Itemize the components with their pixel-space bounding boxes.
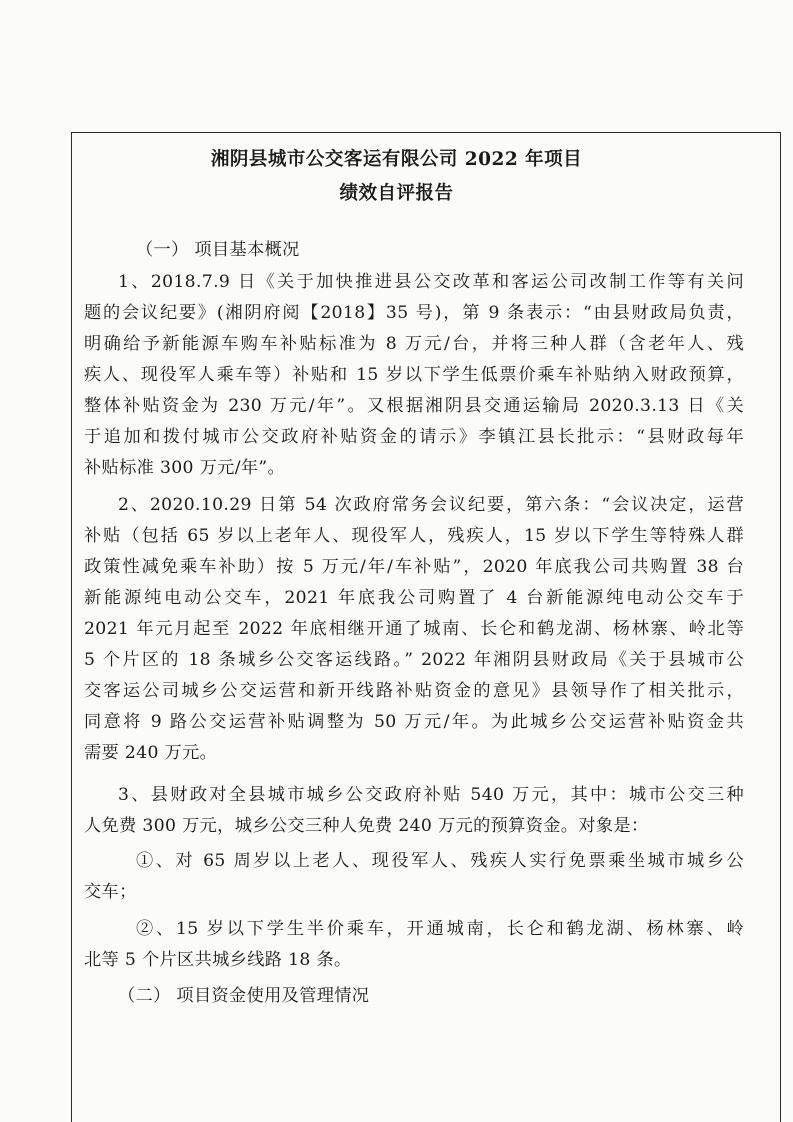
paragraph-line: 2、2020.10.29 日第 54 次政府常务会议纪要，第六条：“会议决定，运营 xyxy=(118,495,744,514)
paragraph-line: 明确给予新能源车购车补贴标准为 8 万元/台，并将三种人群（含老年人、残 xyxy=(84,334,744,353)
paragraph-line: 1、2018.7.9 日《关于加快推进县公交改革和客运公司改制工作等有关问 xyxy=(118,272,744,291)
section-heading-1: （一） 项目基本概况 xyxy=(136,240,300,260)
paragraph-line: 需要 240 万元。 xyxy=(84,743,218,763)
paragraph-line: 补贴（包括 65 岁以上老年人、现役军人，残疾人，15 岁以下学生等特殊人群 xyxy=(84,526,744,545)
paragraph-line: 5 个片区的 18 条城乡公交客运线路。” 2022 年湘阴县财政局《关于县城市公 xyxy=(84,650,744,669)
paragraph-line: 同意将 9 路公交运营补贴调整为 50 万元/年。为此城乡公交运营补贴资金共 xyxy=(84,712,744,731)
paragraph-line: 题的会议纪要》(湘阴府阅【2018】35 号)，第 9 条表示：“由县财政局负责， xyxy=(84,303,744,322)
paragraph-line: 新能源纯电动公交车，2021 年底我公司购置了 4 台新能源纯电动公交车于 xyxy=(84,588,744,607)
paragraph-line: 整体补贴资金为 230 万元/年”。又根据湘阴县交通运输局 2020.3.13 日《关 xyxy=(84,396,744,415)
document-title-line2: 绩效自评报告 xyxy=(339,183,454,204)
paragraph-line: 3、县财政对全县城市城乡公交政府补贴 540 万元，其中：城市公交三种 xyxy=(118,785,744,804)
list-item-line: ②、15 岁以下学生半价乘车，开通城南，长仑和鹤龙湖、杨林寨、岭 xyxy=(136,919,744,938)
document-title-line1: 湘阴县城市公交客运有限公司 2022 年项目 xyxy=(210,149,583,170)
paragraph-line: 2021 年元月起至 2022 年底相继开通了城南、长仑和鹤龙湖、杨林寨、岭北等 xyxy=(84,619,744,638)
list-item-line: 北等 5 个片区共城乡线路 18 条。 xyxy=(84,950,352,970)
paragraph-line: 政策性减免乘车补助）按 5 万元/年/车补贴”，2020 年底我公司共购置 38 台 xyxy=(84,557,744,576)
paragraph-line: 交客运公司城乡公交运营和新开线路补贴资金的意见》县领导作了相关批示， xyxy=(84,681,744,700)
paragraph-line: 于追加和拨付城市公交政府补贴资金的请示》李镇江县长批示：“县财政每年 xyxy=(84,427,744,446)
paragraph-line: 人免费 300 万元，城乡公交三种人免费 240 万元的预算资金。对象是： xyxy=(84,816,649,836)
list-item-line: 交车； xyxy=(84,882,137,902)
paragraph-line: 疾人、现役军人乘车等）补贴和 15 岁以下学生低票价乘车补贴纳入财政预算， xyxy=(84,365,744,384)
paragraph-line: 补贴标准 300 万元/年”。 xyxy=(84,458,286,478)
section-heading-2: （二） 项目资金使用及管理情况 xyxy=(118,986,370,1006)
list-item-line: ①、对 65 周岁以上老人、现役军人、残疾人实行免票乘坐城市城乡公 xyxy=(136,851,744,870)
